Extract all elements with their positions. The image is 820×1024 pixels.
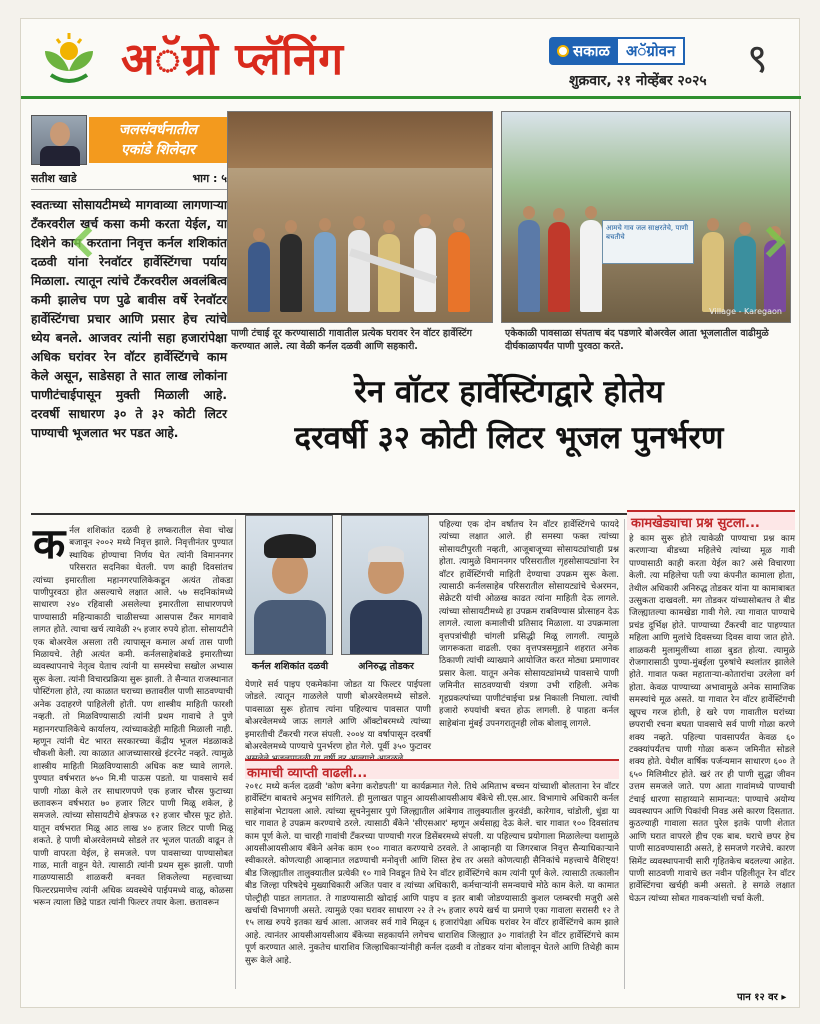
headline bbox=[227, 369, 791, 461]
article-column-4: हे काम सुरू होते त्याकेळी पाण्याचा प्रश्न काम करणाऱ्या बीडच्या महिलेचे त्यांच्या मूळ गावी पाण्यासाठी काही करता येईल का? असे विचारणा केली. त्या महिलेचा पती ज्या कंपनीत कामाला होता, तेथील अधिकारी अनिरुद्ध तोडकर यांना या कामाबाबत उत्सुकता दाखवली. मग तोडकर यांच्यासोबतच ते बीड जिल्ह्यातल्या कामखेडा गावी गेले. त्या गावात पाण्याचे प्रचंड दुर्भिक्ष होते. पाण्याच्या टँकरची वाट पाहण्यात महिला आणि मुलांचे दिवसच्या दिवस वाया जात होते. शाळकरी मुलामुलींच्या शाळा बुडत होत्या. त्यामुळे रोजगारासाठी पुण्या-मुंबईला पुरुषांचे स्थलांतर झालेले होते. गावात फक्त महाताऱ्या-कोतारांचा उरलेला वर्ग होता. केवळ पाण्याच्या अभावामुळे अनेक सामाजिक समस्यांचे मूळ असते. या गावात रेन वॉटर हार्वेस्टिंगची खूपच गरज होती, हे खरे पण गावातील घरांच्या छपराची रचना बघता पावसाचे सर्व पाणी गोळा करणे शक्य नव्हते. पहिल्या पावसापर्यंत केवळ ६० टक्क्यांपर्यंतच पाणी गोळा करून जमिनीत सोडले शक्य होते. येथील वार्षिक पर्जन्यमान साधारण ६०० ते ६५० मिलिमीटर होते. खरं तर ही पाणी सुद्धा जीवन उत्तम समजले जाते. पण आता गावांमध्ये पाण्याची टंचाई धारणा साहाय्याने सामान्यत: पाण्याचे अयोग्य व्यवस्थापन आणि पिकांची निवड असे कारण दिसतात. कुठल्याही गावाला सतत पुरेल इतके पाणी शेतात आणि घरात वापरले हीच एक बाब. घराचे छपर हेच पाणी साठवण्यासाठी असते, हे समजणे गरजेचे. कारण सिमेंट व्यवस्थापनाची सारी गृहितकेच बदलल्या आहेत. पाणी साठवणी गावाचे छत नवीन पहिलीतून रेन वॉटर हार्वेस्टिंगचा खर्चही कमी असतो. हे सगळे लक्षात घेऊन त्यांच्या सोबत गावकऱ्यांशी चर्चा केली. bbox=[629, 534, 795, 904]
sakal-sun-icon bbox=[557, 45, 569, 57]
series-part: भाग : ५ bbox=[192, 172, 227, 185]
lead-column bbox=[31, 115, 227, 443]
masthead bbox=[21, 19, 801, 99]
portrait-dalvi bbox=[245, 515, 333, 655]
page-number: ९ bbox=[747, 36, 768, 82]
portrait-todkar bbox=[341, 515, 429, 655]
portrait-name-2: अनिरुद्ध तोडकर bbox=[358, 661, 414, 672]
agrowon-logo-icon bbox=[39, 31, 99, 89]
article-column-2: येणारे सर्व पाइप एकमेकांना जोडत या फिल्टर पाईपला जोडले. त्यातून गाळलेले पाणी बोअरवेलमध्ये सोडले. पावसाळा सुरू होताच त्यांना पहिल्याच पावसात पाणी बोअरवेलमध्ये जाऊ लागले आणि ऑक्टोबरमध्ये त्यांच्या इमारतीची टँकरची गरज संपली. २००४ या वर्षापासून दरवर्षी बोअरवेलमध्ये पाण्याचे पुनर्भरण होत गेले. पूर्वी ३५० फुटावर bbox=[245, 680, 431, 753]
author-name: सतीश खाडे bbox=[31, 172, 77, 185]
subhead-work-scope: कामाची व्याप्ती वाढली... bbox=[247, 766, 368, 781]
continued-link[interactable]: पान १२ वर ▸ bbox=[737, 992, 787, 1003]
photo-watermark: Village - Karegaon bbox=[709, 307, 782, 316]
issue-date: शुक्रवार, २१ नोव्हेंबर २०२५ bbox=[569, 73, 707, 89]
brand-sakal: सकाळ bbox=[573, 42, 610, 60]
photo-house-rainwater bbox=[227, 111, 493, 323]
sakal-agrowon-brand bbox=[549, 37, 735, 65]
article-column-5: २०१८ मध्ये कर्नल दळवी 'कोण बनेगा करोडपती' या कार्यक्रमात गेले. तिथे अमिताभ बच्चन यांच्याशी बोलताना रेन वॉटर हार्वेस्टिंग बाबतचे अनुभव सांगितले. ही मुलाखत पाहून आयसीआयसीआय बँकेचे सी.एस.आर. विभागाचे अधिकारी कर्नल साहेबांना भेटायला आले. त्यांच्या सूचनेनुसार पुणे जिल्ह्यातील आंबेगाव तालुक्यातील कुरवंडी, कारेगाव, चांडोली, धुंडा या चार गावात हे उपक्रम करण्याचे ठरले. त्यासाठी बँकेने 'सीएसआर' म्हणून अर्थसाह्य देऊ केले. चार गावात १०० दिवसांतच काम पूर्ण केले. या चारही गावांची टँकरच्या पाण्याची गरज डिसेंबरमध्ये संपली. या पहिल्याच प्रयोगाला मिळालेल्या यशामुळे आयसीआयसीआय बँकेने अनेक काम १०० गावात करण्याचे ठरवले. ते आव्हानही या जिगरबाज निवृत्त सैन्याधिकाऱ्याने स्वीकारले. कोणत्याही आव्हानात लढण्याची मनोवृत्ती आणि शिस्त हेच तर असते कोणत्याही सैनिकांचे महत्त्वाचे वैशिष्ट्य! बीड जिल्ह्यातील तालुक्यातील प्रत्येकी १० गावे निवडून तिथे रेन वॉटर हार्वेस्टिंगचे काम त्यांनी पूर्ण केले. त्यासाठी तत्कालीन बीड जिल्हा परिषदेचे मुख्याधिकारी अजित पवार व त्यांच्या अधिकारी, कर्मचाऱ्यांनी समन्वयाचे मोठे काम केले. या कामात पोल्ट्रीही पाडत लागतात. ते गाडण्यासाठी खोदाई आणि पाइप व इतर बाबी जोडण्यासाठी कुशल प्लम्बरची मजुरी असे खर्चाची विभागणी असते. त्यामुळे एका घरावर साधारण २२ ते २५ हजार रुपये खर्च या प्रमाणे एका गावाला सरासरी १२ ते १५ लाख रुपये इतका खर्च आला. आजवर सर्व गावे मिळून ६ हजारांपेक्षा अधिक घरांवर रेन वॉटर हार्वेस्टिंगचे काम झाले आहे. त्यानंतर आयसीआयसीआय बँकेच्या सहकार्याने लगेचच धाराशिव जिल्ह्यात ३० गावांतही रेन वॉटर हार्वेस्टिंगचे काम पूर्ण करण्यात आले. नुकतेच धाराशिव जिल्हाधिकाऱ्यांनीही कर्नल दळवी व तोडकर यांना बोलावून घेतले आणि तिथेही काम सुरू केले आहे. bbox=[245, 782, 619, 966]
series-tag-line2: एकांडे शिलेदार bbox=[121, 142, 195, 158]
lead-paragraph: स्वतःच्या सोसायटीमध्ये मागवाव्या लागणाऱ्या टँकरवरील खर्च कसा कमी करता येईल, या दिशेने काम करताना निवृत्त कर्नल शशिकांत दळवी यांना रेनवॉटर हार्वेस्टिंगचा पर्याय मिळाला. त्यातून त्यांचे टँकरवरील अवलंबित्व कमी झालेच पण पुढे बावीस वर्षे रेनवॉटर हार्वेस्टिंगचा प्रचार आणि प्रसार हेच त्यांचे ध्येय बनले. आजवर त्यांनी सहा हजारांपेक्षा अधिक घरांवर रेन वॉटर हार्वेस्टिंगचे काम केले असून, साडेसहा ते सात लाख लोकांना पाणीटंचाईपासून मुक्ती मिळाली आहे. दरवर्षी साधारण ३० ते ३२ कोटी लिटर पाण्याची भूजलात भर पडत आहे. bbox=[31, 198, 227, 440]
village-banner: आमचे गाव जल साक्षरतेचे, पाणी बचतीचे bbox=[602, 220, 694, 264]
series-header bbox=[31, 115, 227, 165]
section-title: अॅग्रो प्लॅनिंग bbox=[121, 34, 345, 85]
column-rule bbox=[235, 519, 236, 989]
headline-line2: दरवर्षी ३२ कोटी लिटर भूजल पुनर्भरण bbox=[294, 420, 724, 456]
subhead-kamshet: कामखेड्याचा प्रश्न सुटला... bbox=[631, 516, 760, 531]
series-tag-line1: जलसंवर्धनातील bbox=[118, 122, 198, 138]
portraits bbox=[245, 515, 431, 675]
series-tag bbox=[89, 117, 227, 163]
article-column-1 bbox=[33, 519, 233, 910]
author-photo bbox=[31, 115, 87, 165]
dropcap: क bbox=[33, 519, 66, 568]
headline-line1: रेन वॉटर हार्वेस्टिंगद्वारे होतेय bbox=[354, 374, 664, 410]
photo-caption-1: पाणी टंचाई दूर करण्यासाठी गावातील प्रत्येक घरावर रेन वॉटर हार्वेस्टिंग करण्यात आले. त्या वेळी कर्नल दळवी आणि सहकारी. bbox=[231, 328, 472, 352]
newspaper-page bbox=[20, 18, 800, 1008]
photo-caption-2: एकेकाळी पावसाळा संपताच बंद पडणारे बोअरवेल आता भूजलातील वाढीमुळे दीर्घकाळापर्यंत पाणी पुरवठा करते. bbox=[505, 328, 769, 352]
column-rule bbox=[624, 519, 625, 989]
photo-borewell-village bbox=[501, 111, 791, 323]
byline bbox=[31, 171, 227, 190]
article-column-3: पहिल्या एक दोन वर्षांतच रेन वॉटर हार्वेस्टिंगचे फायदे त्यांच्या लक्षात आले. ही समस्या फक्त त्यांच्या सोसायटीपुरती नव्हती, आजूबाजूच्या सोसायट्यांचाही प्रश्न होता. त्यामुळे विमाननगर परिसरातील गृहसोसायट्यांना रेन वॉटर हार्वेस्टिंगची माहिती देण्याचा उपक्रम सुरू केला. त्यासाठी कर्नलसाहेब परिसरातील सोसायट्यांचे चेअरमन, सेक्रेटरी यांची ओळख काढत त्यांना माहिती देऊ लागले. त्यांच्या सोसायटीमध्ये हा उपक्रम राबविण्यास प्रोत्साहन देऊ लागले. त्याला कमालीची प्रतिसाद मिळाला. या उपक्रमाला वृत्तपत्रांचीही चांगली प्रसिद्धी मिळू लागली. त्यामुळे जागरूकता वाढली. एका वृत्तपत्रसमूहाने शहरात अनेक ठिकाणी त्यांची व्याख्याने आयोजित करत मोठ्या प्रमाणावर प्रसार केला. यातून अनेक सोसायट्यांमध्ये पावसाचे पाणी जमिनीत साठवण्याची यंत्रणा उभी राहिली. अनेक गृहप्रकल्पांच्या पाणीटंचाईचा प्रश्न निकाली निघाला. त्यांची हजारो रुपयांची बचत होऊ लागली. हे पाहता कर्नल साहेबांना मुंबई उपनगरातूनही लोक बोलावू लागले. bbox=[439, 520, 619, 729]
portrait-name-1: कर्नल शशिकांत दळवी bbox=[251, 661, 329, 672]
brand-agrowon: अॅग्रोवन bbox=[618, 37, 685, 65]
column-1-text: र्नल शशिकांत दळवी हे लष्करातील सेवा चोख बजावून २००२ मध्ये निवृत्त झाले. निवृत्तीनंतर पुण्यात स्थायिक होण्याचा निर्णय घेत त्यांनी विमाननगर परिसरात सदनिका घेतली. पण काही दिवसांतच त्यांच्या इमारतीला महानगरपालिकेकडून अत्यंत तोकडा पाणीपुरवठा होत असल्याचे लक्षात आले. ५७ सदनिकांमध्ये साधारण २४० रहिवासी असलेल्या इमारतीला साधारणपणे पाण्यासाठी महिन्याकाठी चाळीसच्या आसपास टँकर मागवावे लागत होते. त्याचा खर्च त्यावेळी २५ हजार रुपये होता. सोसायटीने एक बोअरवेल असला तरी त्यापासून कमाल अर्धा तास पाणी मिळायचे. तेही अत्यंत कमी. कर्नलसाहेबांकडे इमारतीच्या व्यवस्थापनाचे नेतृत्व येताच त्यांनी या समस्येचा सखोल अभ्यास सुरू केला. त्यांनी विचारप्रक्रिया सुरू झाली. ते सैन्यात राजस्थानात पोस्टिंगला होते, त्या काळात घराच्या छतावरील पाणी साठवण्याची अनेक उदाहरणे पाहिलेली होती. पण शास्त्रीय माहिती फारशी नव्हती. तो मिळविण्यासाठी त्यांनी प्रथम गावाचे ते पुणे महानगरपालिकेचे कार्यालय, त्यांच्याकडेही माहिती मिळाली नाही. म्हणून त्यांनी थेट भारत सरकारच्या केंद्रीय भूजल मंडळाकडे चौकशी केली. त्या काळात आजच्यासारखे इंटरनेट नव्हते. त्यामुळे शास्त्रीय माहिती मिळविण्यासाठी अधिक कष्ट घ्यावे लागले. पुण्यात वर्षभरात ७५० मि.मी पाऊस पडतो. या पावसाचे सर्व पाणी गोळा केले तर साधारणपणे एक हजार चौरस फुटाच्या छतावरून वर्षभरात ७० हजार लिटर पाणी मिळू शकेल, हे समजले. त्यांच्या सोसायटीचे क्षेत्रफळ १२ हजार चौरस फूट होते. यातून वर्षभरात मिळू आठ लाख ४० हजार लिटर पाणी मिळू शकते. हे पाणी बोअरवेलमध्ये सोडले तर भूजल पातळी वाढून ते पाणी वापरता येईल, हे समजले. पण पावसाच्या पाण्यासोबत गाळ, माती वाहून येते. त्यासाठी त्यांनी प्रथम सुरू झाली. पाणी गाळण्यासाठी शाळकरी बनवत शिकलेल्या महत्त्वाच्या फिल्टरप्रमाणेच त्यांनी अधिक व्यवस्थेचे पाईपमध्ये वाळू, कोळसा भरून त्याला छिद्रे पाडत त्यांनी फिल्टर तयार केला. छतावरून bbox=[33, 526, 233, 909]
